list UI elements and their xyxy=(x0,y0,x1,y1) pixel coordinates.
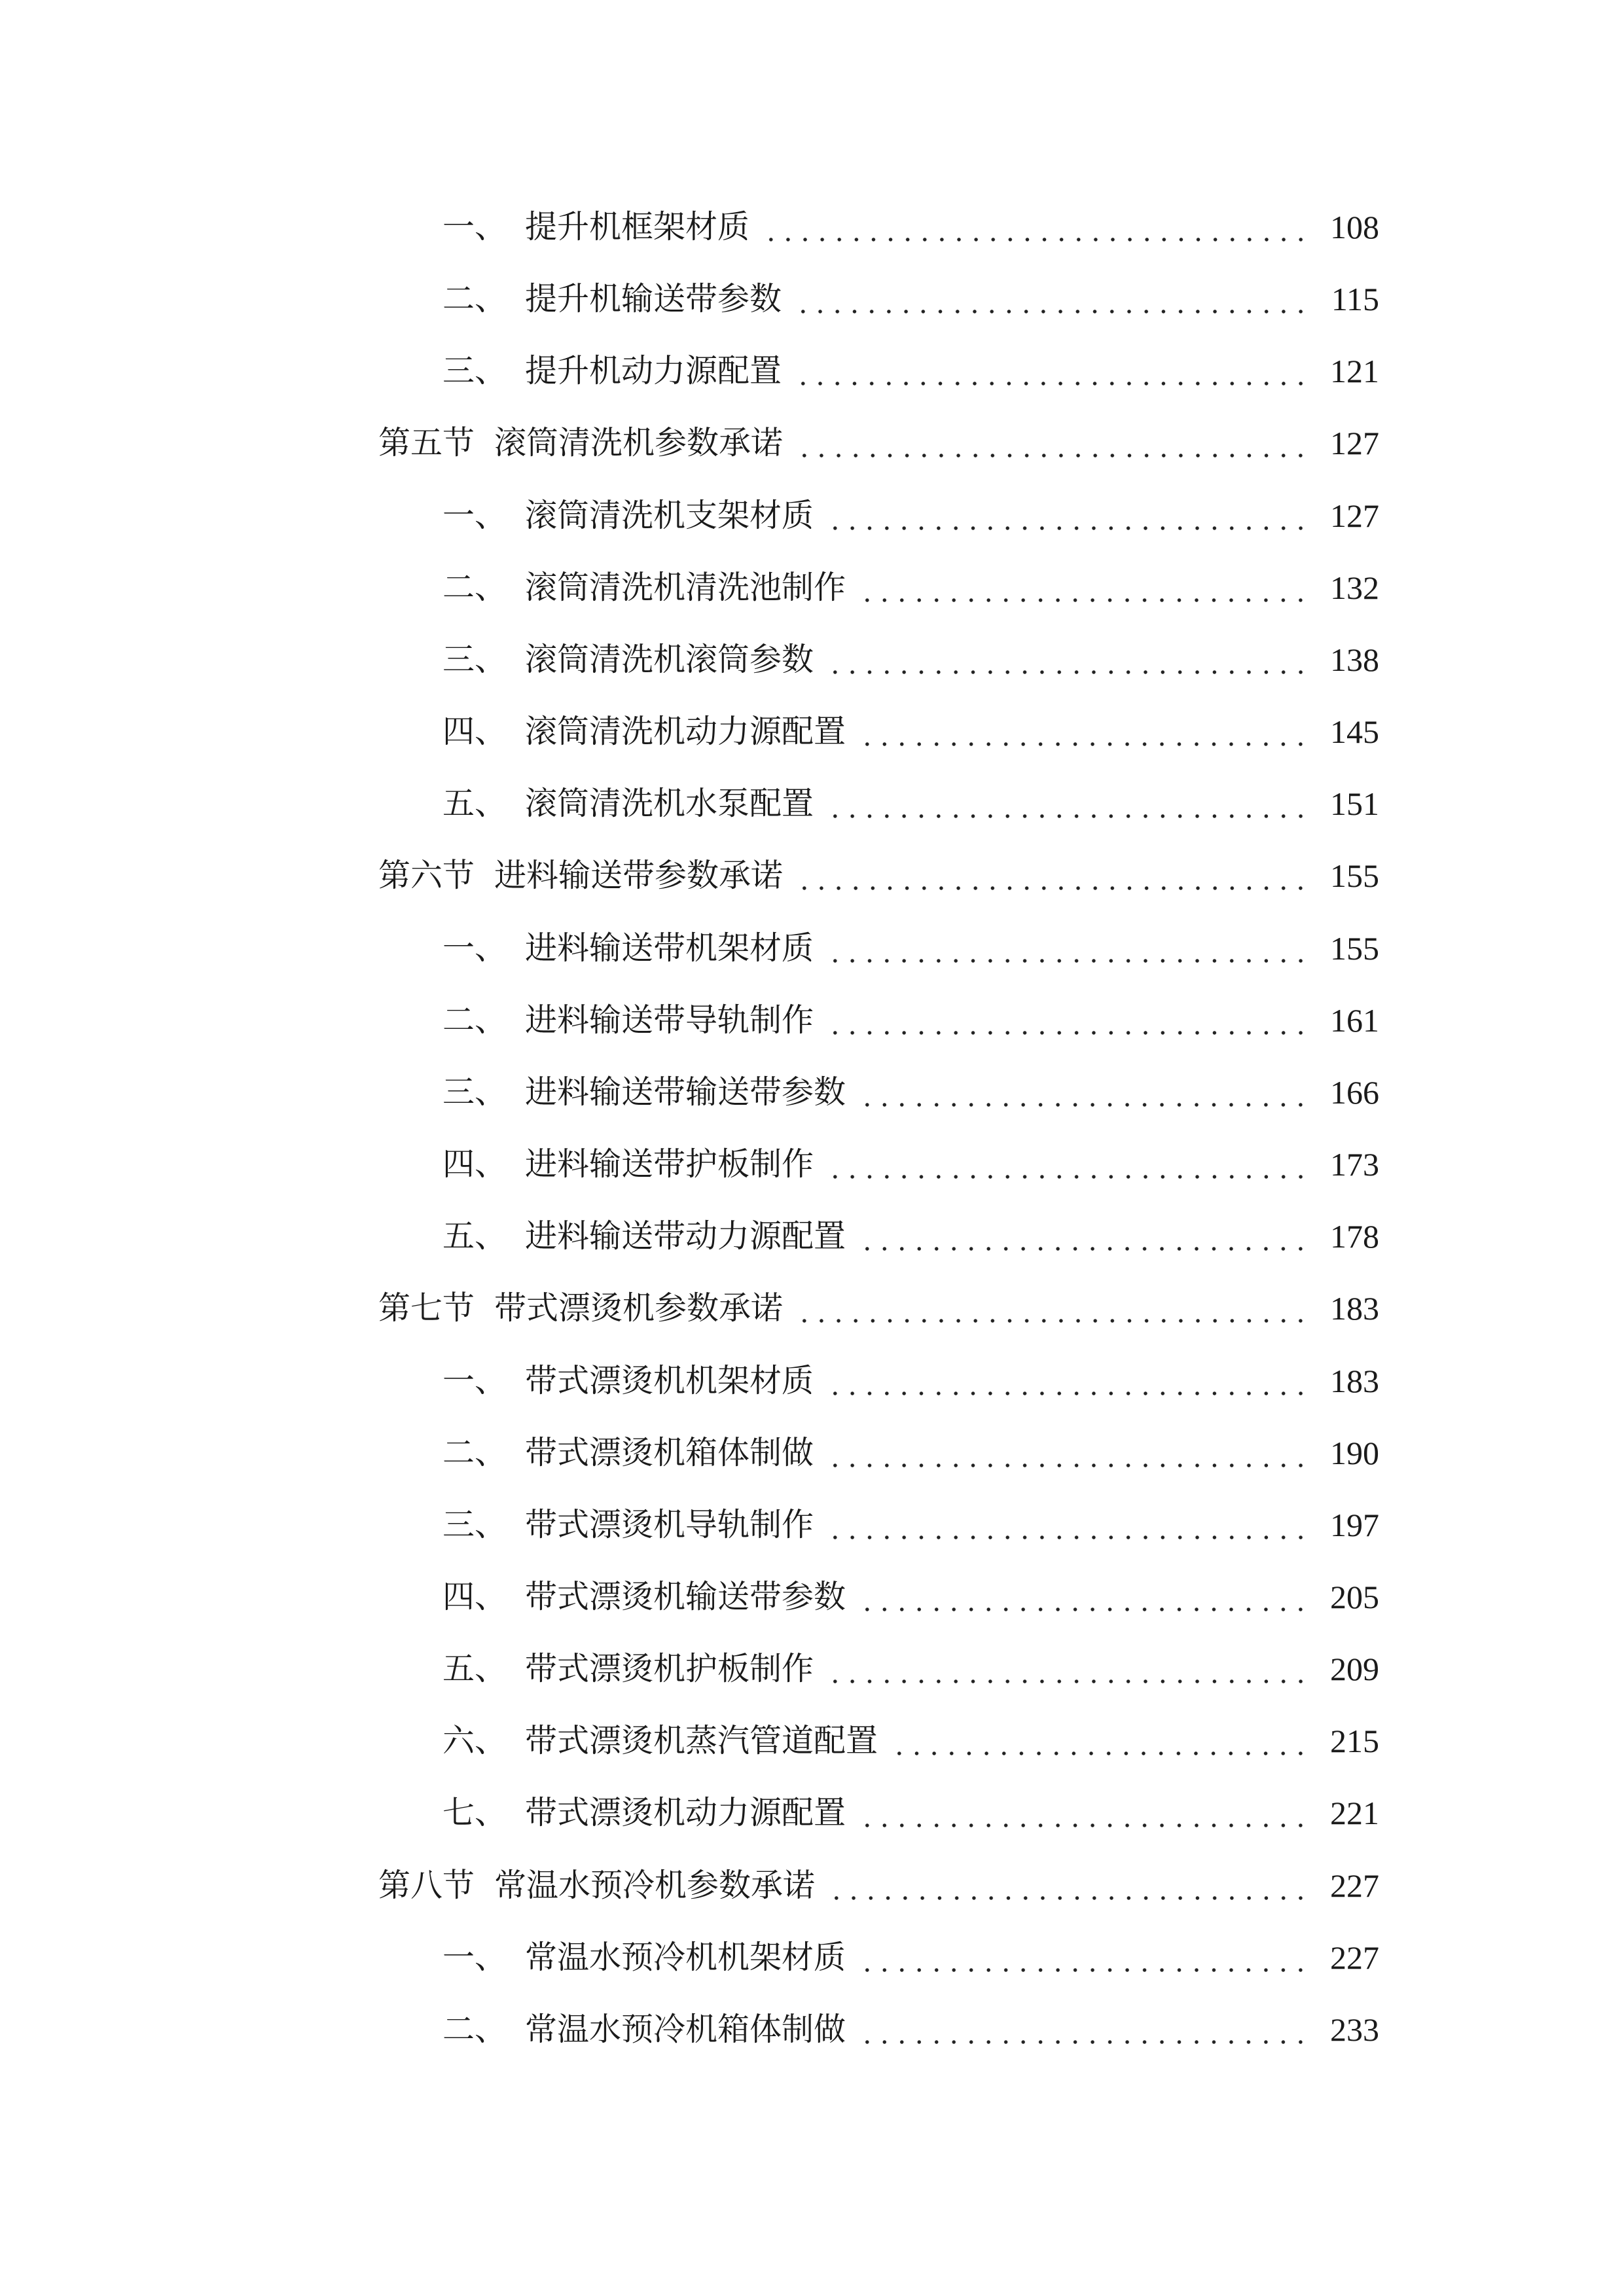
toc-entry-page-number: 221 xyxy=(1330,1795,1379,1832)
dot-leader xyxy=(859,1994,1309,2066)
toc-entry[interactable] xyxy=(0,768,1379,840)
toc-entry[interactable] xyxy=(0,1345,1379,1417)
toc-section-entry[interactable] xyxy=(0,1850,1379,1922)
toc-entry-page-number: 138 xyxy=(1330,641,1379,678)
toc-entry[interactable] xyxy=(0,191,1379,263)
dot-leader xyxy=(859,1561,1309,1633)
toc-section-number: 第六节 xyxy=(378,857,475,895)
dot-leader xyxy=(827,912,1309,984)
toc-entry-page-number: 227 xyxy=(1330,1939,1379,1976)
dot-leader xyxy=(859,1056,1309,1128)
toc-section-title: 滚筒清洗机参数承诺 xyxy=(494,424,784,462)
dot-leader xyxy=(828,1850,1309,1922)
dot-leader xyxy=(859,552,1309,624)
toc-section-title: 常温水预冷机参数承诺 xyxy=(494,1866,816,1904)
toc-entry-page-number: 132 xyxy=(1330,569,1379,606)
toc-entry-page-number: 197 xyxy=(1330,1506,1379,1543)
toc-entry-page-number: 108 xyxy=(1330,209,1379,245)
toc-entry-number: 一、 xyxy=(442,496,507,534)
toc-entry-page-number: 155 xyxy=(1330,929,1379,967)
dot-leader xyxy=(827,984,1309,1056)
toc-entry-number: 三、 xyxy=(442,352,507,390)
toc-entry[interactable] xyxy=(0,1056,1379,1128)
toc-section-entry[interactable] xyxy=(0,840,1379,912)
toc-entry-title: 带式漂烫机输送带参数 xyxy=(525,1577,846,1615)
toc-entry-number: 五、 xyxy=(442,1650,507,1688)
toc-entry[interactable] xyxy=(0,912,1379,984)
toc-section-entry[interactable] xyxy=(0,407,1379,479)
toc-entry-title: 提升机动力源配置 xyxy=(525,352,782,390)
toc-entry-number: 一、 xyxy=(442,929,507,967)
toc-entry-number: 七、 xyxy=(442,1794,507,1832)
toc-entry-title: 进料输送带机架材质 xyxy=(525,929,814,967)
toc-entry[interactable] xyxy=(0,1561,1379,1633)
toc-entry-page-number: 166 xyxy=(1330,1073,1379,1111)
toc-entry-title: 滚筒清洗机动力源配置 xyxy=(525,713,846,751)
toc-entry[interactable] xyxy=(0,335,1379,407)
table-of-contents xyxy=(0,191,1379,2066)
toc-entry[interactable] xyxy=(0,263,1379,335)
toc-entry-number: 三、 xyxy=(442,1073,507,1111)
toc-entry[interactable] xyxy=(0,696,1379,768)
toc-entry-page-number: 145 xyxy=(1330,713,1379,751)
toc-entry-page-number: 151 xyxy=(1330,785,1379,823)
toc-entry[interactable] xyxy=(0,1777,1379,1849)
toc-entry-page-number: 215 xyxy=(1330,1723,1379,1760)
toc-entry-title: 进料输送带导轨制作 xyxy=(525,1001,814,1039)
toc-entry-number: 二、 xyxy=(442,280,507,318)
toc-entry-title: 带式漂烫机动力源配置 xyxy=(525,1794,846,1832)
toc-entry[interactable] xyxy=(0,1489,1379,1561)
toc-entry[interactable] xyxy=(0,1417,1379,1489)
toc-entry-number: 三、 xyxy=(442,640,507,678)
toc-entry-page-number: 183 xyxy=(1330,1290,1379,1327)
toc-section-number: 第八节 xyxy=(378,1866,475,1904)
dot-leader xyxy=(795,335,1309,407)
toc-entry-page-number: 127 xyxy=(1330,425,1379,462)
toc-section-number: 第五节 xyxy=(378,424,475,462)
dot-leader xyxy=(796,407,1309,479)
toc-entry-page-number: 190 xyxy=(1330,1434,1379,1471)
toc-entry-title: 滚筒清洗机水泵配置 xyxy=(525,785,814,823)
toc-entry-page-number: 183 xyxy=(1330,1362,1379,1399)
toc-entry-number: 二、 xyxy=(442,1433,507,1471)
dot-leader xyxy=(827,1633,1309,1705)
toc-entry-title: 提升机框架材质 xyxy=(525,208,750,245)
toc-entry-number: 五、 xyxy=(442,785,507,823)
dot-leader xyxy=(827,1128,1309,1200)
dot-leader xyxy=(859,696,1309,768)
toc-entry-title: 滚筒清洗机支架材质 xyxy=(525,496,814,534)
dot-leader xyxy=(827,1489,1309,1561)
toc-entry-page-number: 155 xyxy=(1330,857,1379,895)
toc-section-title: 带式漂烫机参数承诺 xyxy=(494,1289,784,1327)
dot-leader xyxy=(827,624,1309,696)
toc-entry-title: 进料输送带护板制作 xyxy=(525,1145,814,1183)
toc-entry-page-number: 121 xyxy=(1330,353,1379,390)
toc-entry[interactable] xyxy=(0,1922,1379,1994)
toc-entry-title: 进料输送带输送带参数 xyxy=(525,1073,846,1111)
dot-leader xyxy=(859,1200,1309,1272)
toc-entry-title: 带式漂烫机护板制作 xyxy=(525,1650,814,1688)
dot-leader xyxy=(796,840,1309,912)
dot-leader xyxy=(827,768,1309,840)
toc-entry-page-number: 233 xyxy=(1330,2011,1379,2048)
toc-entry-number: 四、 xyxy=(442,1577,507,1615)
toc-entry-page-number: 178 xyxy=(1330,1218,1379,1255)
dot-leader xyxy=(763,191,1309,263)
toc-section-number: 第七节 xyxy=(378,1289,475,1327)
toc-entry-page-number: 161 xyxy=(1330,1001,1379,1039)
toc-entry-number: 二、 xyxy=(442,2010,507,2048)
dot-leader xyxy=(795,263,1309,335)
toc-entry-page-number: 173 xyxy=(1330,1146,1379,1183)
toc-entry-number: 一、 xyxy=(442,1938,507,1976)
dot-leader xyxy=(891,1705,1309,1777)
dot-leader xyxy=(827,480,1309,552)
toc-entry-title: 带式漂烫机箱体制做 xyxy=(525,1433,814,1471)
toc-entry-number: 四、 xyxy=(442,713,507,751)
toc-section-entry[interactable] xyxy=(0,1272,1379,1344)
toc-entry-title: 滚筒清洗机滚筒参数 xyxy=(525,640,814,678)
dot-leader xyxy=(859,1922,1309,1994)
dot-leader xyxy=(827,1345,1309,1417)
toc-entry-number: 二、 xyxy=(442,1001,507,1039)
toc-entry-title: 提升机输送带参数 xyxy=(525,280,782,318)
toc-entry[interactable] xyxy=(0,984,1379,1056)
toc-entry-page-number: 227 xyxy=(1330,1867,1379,1904)
toc-entry-number: 四、 xyxy=(442,1145,507,1183)
toc-section-title: 进料输送带参数承诺 xyxy=(494,857,784,895)
toc-entry-title: 进料输送带动力源配置 xyxy=(525,1217,846,1255)
toc-entry[interactable] xyxy=(0,1633,1379,1705)
toc-entry[interactable] xyxy=(0,624,1379,696)
toc-entry-title: 常温水预冷机箱体制做 xyxy=(525,2010,846,2048)
toc-entry-page-number: 127 xyxy=(1330,497,1379,534)
toc-entry-title: 常温水预冷机机架材质 xyxy=(525,1938,846,1976)
toc-entry-number: 二、 xyxy=(442,568,507,606)
toc-entry-title: 带式漂烫机蒸汽管道配置 xyxy=(525,1722,878,1760)
toc-entry-number: 三、 xyxy=(442,1505,507,1543)
toc-entry[interactable] xyxy=(0,1200,1379,1272)
toc-entry-number: 六、 xyxy=(442,1722,507,1760)
dot-leader xyxy=(796,1272,1309,1344)
toc-entry-title: 带式漂烫机机架材质 xyxy=(525,1361,814,1399)
toc-entry-page-number: 209 xyxy=(1330,1651,1379,1688)
toc-entry[interactable] xyxy=(0,480,1379,552)
toc-entry[interactable] xyxy=(0,1705,1379,1777)
toc-entry-title: 带式漂烫机导轨制作 xyxy=(525,1505,814,1543)
toc-entry[interactable] xyxy=(0,1994,1379,2066)
toc-entry-number: 一、 xyxy=(442,208,507,245)
toc-entry[interactable] xyxy=(0,552,1379,624)
dot-leader xyxy=(859,1777,1309,1849)
toc-entry-number: 一、 xyxy=(442,1361,507,1399)
toc-entry-page-number: 205 xyxy=(1330,1578,1379,1615)
dot-leader xyxy=(827,1417,1309,1489)
toc-entry-title: 滚筒清洗机清洗池制作 xyxy=(525,568,846,606)
toc-entry-page-number: 115 xyxy=(1331,281,1379,318)
toc-entry[interactable] xyxy=(0,1128,1379,1200)
toc-entry-number: 五、 xyxy=(442,1217,507,1255)
